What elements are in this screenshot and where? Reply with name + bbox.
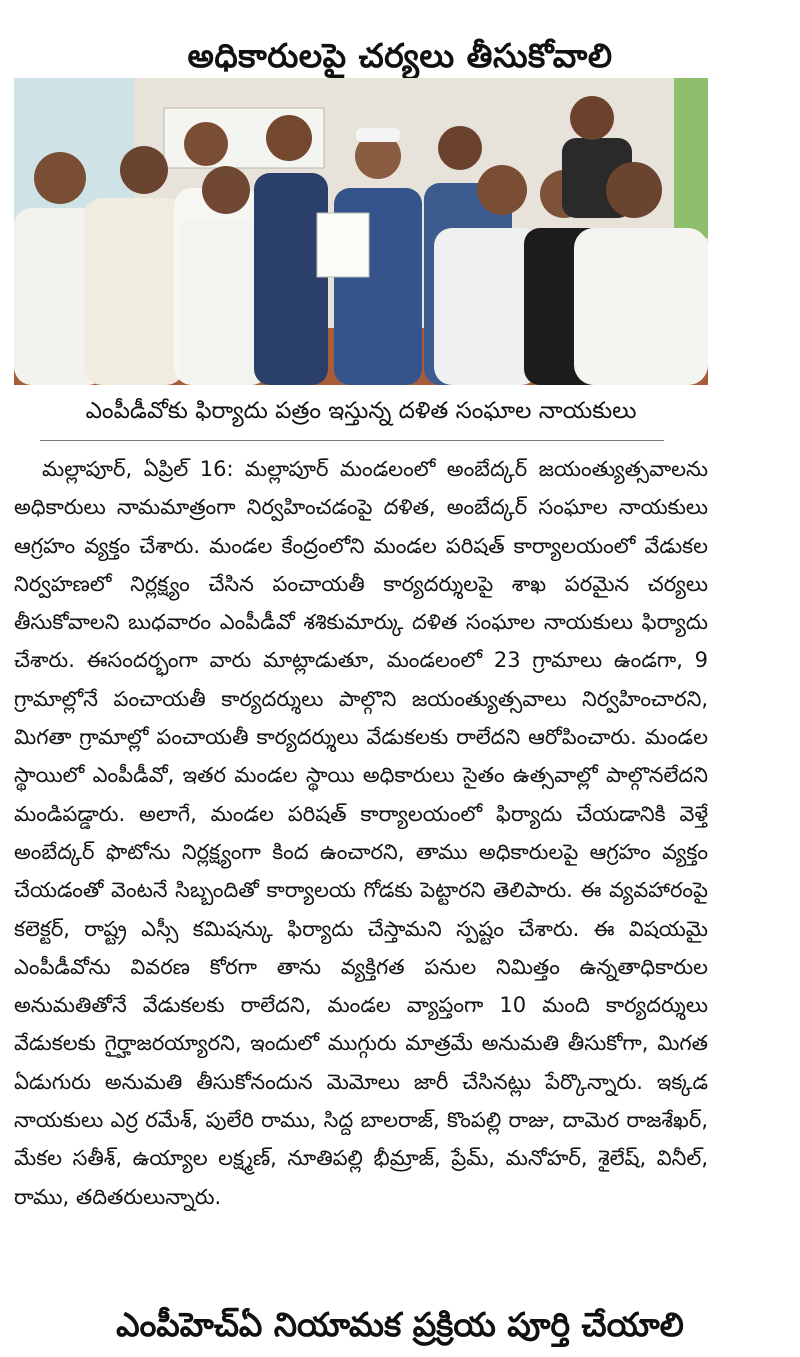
next-article-headline: ఎంపీహెచ్ఏ నియామక ప్రక్రియ పూర్తి చేయాలి [116,1305,684,1345]
news-photo [14,78,708,385]
photo-caption: ఎంపీడీవోకు ఫిర్యాదు పత్రం ఇస్తున్న దళిత సంఘాల నాయకులు [85,398,637,424]
article-body: మల్లాపూర్, ఏప్రిల్ 16: మల్లాపూర్ మండలంలో అంబేద్కర్ జయంత్యుత్సవాలను అధికారులు నామమాత్రంగా నిర్వహించడంపై దళిత, అంబేద్కర్ సంఘాల నాయకులు ఆగ్రహం వ్యక్తం చేశారు. మండల కేంద్రంలోని మండల పరిషత్ కార్యాలయంలో వేడుకల నిర్వహణలో నిర్లక్ష్యం చేసిన పంచాయతీ కార్యదర్శులపై శాఖ పరమైన చర్యలు తీసుకోవాలని బుధవారం ఎంపీడీవో శశికుమార్కు దళిత సంఘాల నాయకులు ఫిర్యాదు చేశారు. ఈసందర్భంగా వారు మాట్లాడుతూ, మండలంలో 23 గ్రామాలు ఉండగా, 9 గ్రామాల్లోనే పంచాయతీ కార్యదర్శులు పాల్గొని జయంత్యుత్సవాలు నిర్వహించారని, మిగతా గ్రామాల్లో పంచాయతీ కార్యదర్శులు వేడుకలకు రాలేదని ఆరోపించారు. మండల స్థాయిలో ఎంపీడీవో, ఇతర మండల స్థాయి అధికారులు సైతం ఉత్సవాల్లో పాల్గొనలేదని మండిపడ్డారు. అలాగే, మండల పరిషత్ కార్యాలయంలో ఫిర్యాదు చేయడానికి వెళ్తే అంబేద్కర్ ఫొటోను నిర్లక్ష్యంగా కింద ఉంచారని, తాము అధికారులపై ఆగ్రహం వ్యక్తం చేయడంతో వెంటనే సిబ్బందితో కార్యాలయ గోడకు పెట్టారని తెలిపారు. ఈ వ్యవహారంపై కలెక్టర్, రాష్ట్ర ఎస్సీ కమిషన్కు ఫిర్యాదు చేస్తామని స్పష్టం చేశారు. ఈ విషయమై ఎంపీడీవోను వివరణ కోరగా తాను వ్యక్తిగత పనుల నిమిత్తం ఉన్నతాధికారుల అనుమతితోనే వేడుకలకు రాలేదని, మండల వ్యాప్తంగా 10 మంది కార్యదర్శులు వేడుకలకు గైర్హాజరయ్యారని, ఇందులో ముగ్గురు మాత్రమే అనుమతి తీసుకోగా, మిగత ఏడుగురు అనుమతి తీసుకోనందున మెమోలు జారీ చేసినట్లు పేర్కొన్నారు. ఇక్కడ నాయకులు ఎర్ర రమేశ్, పులేరి రాము, సిద్ద బాలరాజ్, కొంపల్లి రాజు, దామెర రాజశేఖర్, మేకల సతీశ్, ఉయ్యాల లక్ష్మణ్, నూతిపల్లి భీమ్రాజ్, ప్రేమ్, మనోహర్, శైలేష్, వినీల్, రాము, తదితరులున్నారు. [14,457,708,1209]
next-article-cut-text [0,1344,800,1357]
previous-article-cut-text [0,0,800,10]
article-headline: అధికారులపై చర్యలు తీసుకోవాలి [187,36,613,76]
caption-divider [40,440,664,441]
